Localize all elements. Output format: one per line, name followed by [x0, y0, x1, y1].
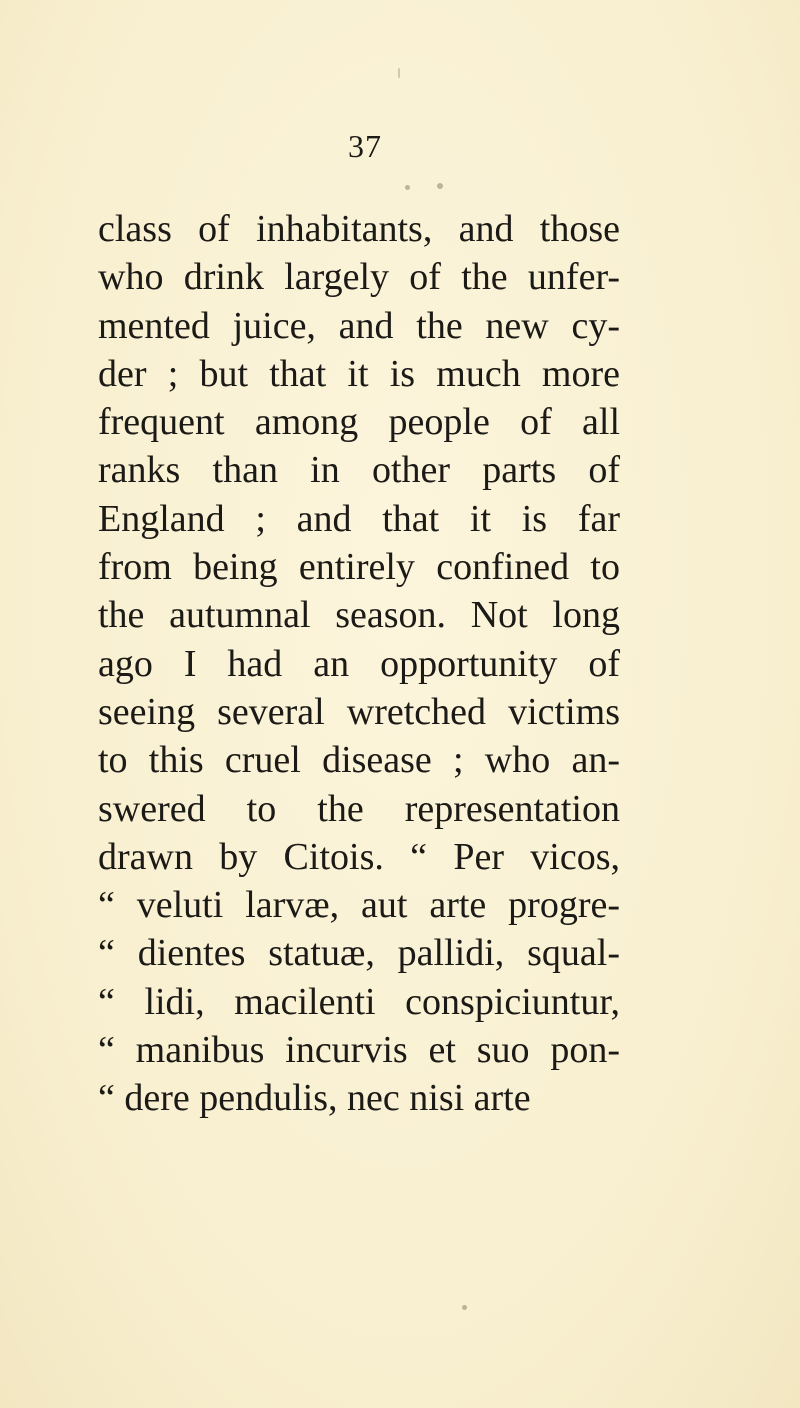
text-line: “ dere pendulis, nec nisi arte — [98, 1077, 531, 1120]
text-line: ago I had an opportunity of — [98, 642, 620, 685]
text-line: to this cruel disease ; who an- — [98, 739, 620, 782]
text-line: from being entirely confined to — [98, 546, 620, 589]
text-line: who drink largely of the unfer- — [98, 256, 620, 299]
body-text — [98, 205, 620, 1123]
paper-speck — [398, 68, 400, 78]
text-line: “ dientes statuæ, pallidi, squal- — [98, 932, 620, 975]
text-line: ranks than in other parts of — [98, 449, 620, 492]
paper-speck — [405, 185, 410, 190]
text-line: seeing several wretched victims — [98, 690, 620, 733]
text-line: frequent among people of all — [98, 401, 620, 444]
text-line: “ veluti larvæ, aut arte progre- — [98, 884, 620, 927]
text-line: der ; but that it is much more — [98, 352, 620, 395]
page-number: 37 — [348, 128, 382, 164]
text-line: the autumnal season. Not long — [98, 594, 620, 637]
text-line: class of inhabitants, and those — [98, 208, 620, 250]
text-line: swered to the representation — [98, 787, 620, 830]
paper-speck — [437, 183, 443, 189]
text-line: “ manibus incurvis et suo pon- — [98, 1029, 620, 1072]
paper-speck — [462, 1305, 467, 1310]
text-line: mented juice, and the new cy- — [98, 304, 620, 347]
text-line: “ lidi, macilenti conspiciuntur, — [98, 980, 620, 1023]
text-line: drawn by Citois. “ Per vicos, — [98, 835, 620, 878]
text-line: England ; and that it is far — [98, 497, 620, 540]
